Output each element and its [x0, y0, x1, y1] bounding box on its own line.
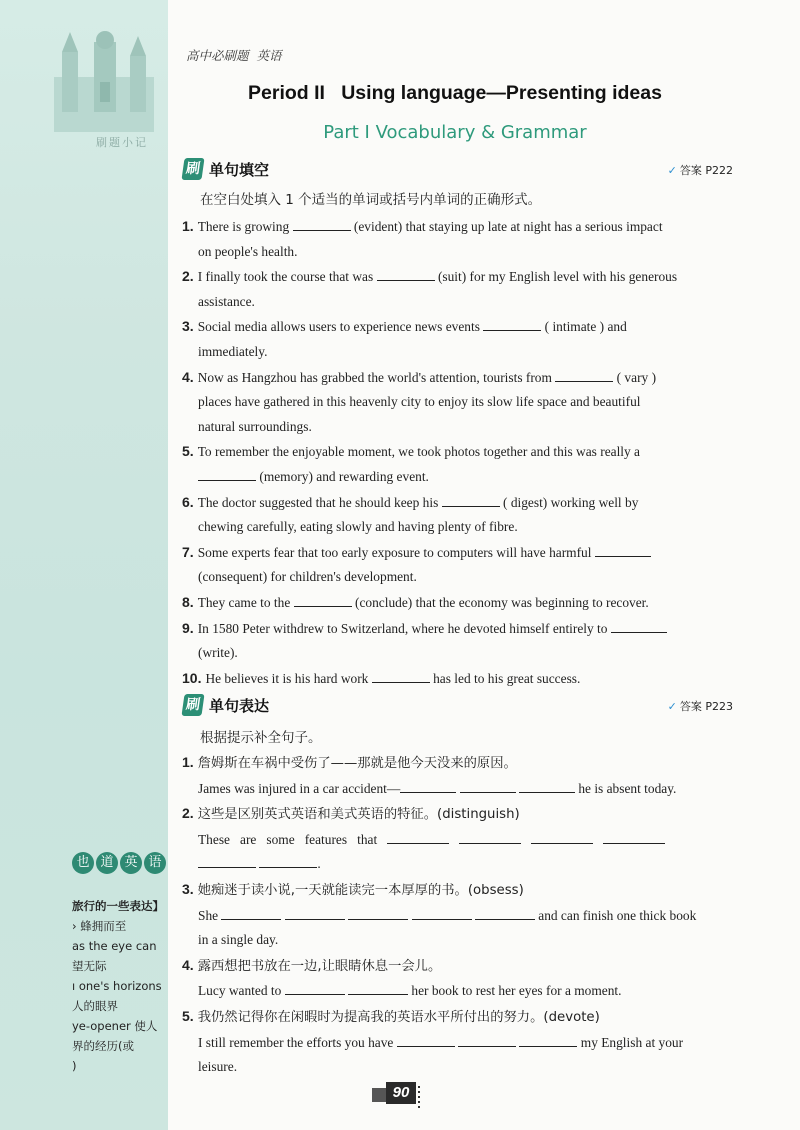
section-header-fill-in: [183, 158, 733, 184]
page-title: Period II Using language—Presenting ideas: [248, 82, 662, 104]
side-note: as the eye can: [72, 939, 157, 953]
section-header-expression: [183, 694, 733, 720]
answer-blank[interactable]: [442, 492, 500, 507]
side-note: ye-opener 使人: [72, 1019, 158, 1033]
answer-blank[interactable]: [198, 466, 256, 481]
question: 2. 这些是区别英式英语和美式英语的特征。(distinguish) These are some features that .: [182, 801, 730, 877]
answer-blank[interactable]: [595, 542, 651, 557]
answer-blank[interactable]: [348, 980, 408, 995]
side-note: ): [72, 1059, 77, 1073]
dotted-line: [418, 1086, 420, 1108]
instruction: 在空白处填入 1 个适当的单词或括号内单词的正确形式。: [200, 192, 542, 208]
side-notes: [72, 896, 168, 1076]
part-subtitle: Part I Vocabulary & Grammar: [323, 122, 587, 143]
band-char: 语: [144, 852, 166, 874]
answer-blank[interactable]: [483, 316, 541, 331]
answer-blank[interactable]: [221, 905, 281, 920]
brush-badge-icon: 刷: [181, 158, 204, 180]
band-char: 也: [72, 852, 94, 874]
answer-blank[interactable]: [611, 618, 667, 633]
side-note: 望无际: [72, 959, 107, 973]
question: 2. I finally took the course that was (suit) for my English level with his generous assistance.: [182, 268, 678, 309]
side-note: ı one's horizons: [72, 979, 162, 993]
answer-blank[interactable]: [285, 905, 345, 920]
answer-blank[interactable]: [285, 980, 345, 995]
answer-blank[interactable]: [519, 778, 575, 793]
question: 5. 我仍然记得你在闲暇时为提高我的英语水平所付出的努力。(devote) I still remember the efforts you have my English at your leisure.: [182, 1007, 684, 1075]
subject-name: 英语: [256, 48, 282, 63]
answer-blank[interactable]: [198, 853, 256, 868]
band-char: 英: [120, 852, 142, 874]
page-number-text: 90: [392, 1084, 410, 1101]
answer-blank[interactable]: [460, 778, 516, 793]
answer-blank[interactable]: [555, 367, 613, 382]
answer-blank[interactable]: [458, 1032, 516, 1047]
side-note: 界的经历(或: [72, 1039, 134, 1053]
page-number: [372, 1080, 418, 1108]
answer-blank[interactable]: [259, 853, 317, 868]
side-note: 人的眼界: [72, 999, 118, 1013]
answer-blank[interactable]: [603, 829, 665, 844]
question: 4. 露西想把书放在一边,让眼睛休息一会儿。 Lucy wanted to her book to rest her eyes for a moment.: [182, 956, 622, 999]
question: 1. 詹姆斯在车祸中受伤了——那就是他今天没来的原因。 James was injured in a car accident— he is absent today.: [182, 754, 677, 796]
answer-blank[interactable]: [531, 829, 593, 844]
question: 10. He believes it is his hard work has led to his great success.: [182, 669, 581, 686]
question: 3. 她痴迷于读小说,一天就能读完一本厚厚的书。(obsess) She and can finish one thick book in a single day.: [182, 880, 697, 948]
answer-blank[interactable]: [412, 905, 472, 920]
check-icon: ✓: [667, 164, 677, 177]
instruction: 根据提示补全句子。: [200, 730, 322, 746]
answer-ref[interactable]: [668, 698, 733, 714]
sidebar: [0, 0, 168, 1130]
memo-label: 刷题小记: [96, 136, 148, 149]
section-name: 单句填空: [209, 161, 270, 179]
question: 6. The doctor suggested that he should keep his ( digest) working well by chewing carefully, eating slowly and having plenty of fibre.: [182, 493, 639, 535]
answer-blank[interactable]: [397, 1032, 455, 1047]
check-icon: ✓: [667, 700, 677, 713]
question: 5. To remember the enjoyable moment, we took photos together and this was really a (memory) and rewarding event.: [182, 443, 641, 484]
answer-blank[interactable]: [293, 216, 351, 231]
question-list-2: [182, 750, 730, 1080]
section-name: 单句表达: [209, 697, 270, 715]
answer-blank[interactable]: [377, 266, 435, 281]
answer-ref-text: 答案 P223: [679, 700, 733, 713]
side-band: [0, 848, 168, 882]
answer-blank[interactable]: [294, 592, 352, 607]
answer-blank[interactable]: [372, 668, 430, 683]
question: 8. They came to the (conclude) that the economy was beginning to recover.: [182, 593, 649, 610]
band-char: 道: [96, 852, 118, 874]
brush-badge-icon: 刷: [181, 694, 204, 716]
question-list-1: [182, 214, 730, 691]
answer-blank[interactable]: [387, 829, 449, 844]
book-name: 高中必刷题: [186, 48, 249, 63]
side-note: › 蜂拥而至: [72, 919, 127, 933]
side-note: 旅行的一些表达】: [72, 899, 164, 913]
question: 4. Now as Hangzhou has grabbed the world's attention, tourists from ( vary ) places have gathered in this heavenly city to enjoy its slow life space and beautiful natural surroundings.: [182, 368, 657, 434]
page-number-square: [372, 1088, 386, 1102]
answer-blank[interactable]: [400, 778, 456, 793]
cathedral-illustration: [44, 22, 164, 132]
answer-ref[interactable]: [668, 162, 733, 178]
question: 1. There is growing (evident) that staying up late at night has a serious impact on people's health.: [182, 218, 663, 259]
question: 3. Social media allows users to experience news events ( intimate ) and immediately.: [182, 318, 627, 359]
answer-blank[interactable]: [475, 905, 535, 920]
question: 9. In 1580 Peter withdrew to Switzerland, where he devoted himself entirely to (write).: [182, 616, 730, 666]
answer-blank[interactable]: [348, 905, 408, 920]
running-header: [186, 46, 282, 64]
answer-blank[interactable]: [519, 1032, 577, 1047]
answer-ref-text: 答案 P222: [679, 164, 733, 177]
question: 7. Some experts fear that too early exposure to computers will have harmful (consequent) for children's development.: [182, 540, 730, 590]
answer-blank[interactable]: [459, 829, 521, 844]
